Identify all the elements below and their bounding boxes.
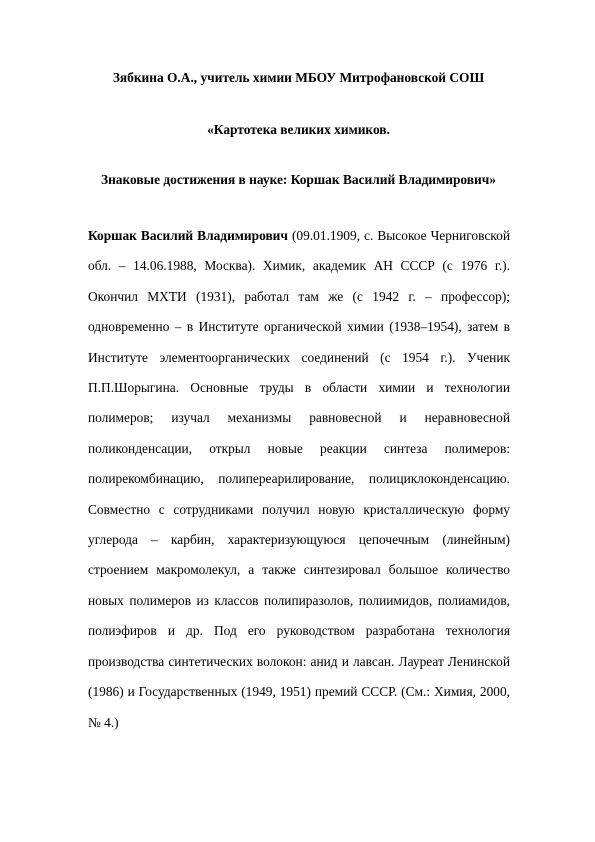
chemist-name: Коршак Василий Владимирович — [88, 228, 288, 243]
biography-text: (09.01.1909, с. Высокое Черниговской обл. – 14.06.1988, Москва). Химик, академик АН СССР (с 1976 г.). Окончил МХТИ (1931), работал там же (с 1942 г. – профессор); одновременно – в Институте органической химии (1938–1954), затем в Институте элементоорганических соединений (с 1954 г.). Ученик П.П.Шорыгина. Основные труды в области химии и технологии полимеров; изучал механизмы равновесной и неравновесной поликонденсации, открыл новые реакции синтеза полимеров: полирекомбинацию, полипереарилирование, полициклоконденсацию. Совместно с сотрудниками получил новую кристаллическую форму углерода – карбин, характеризующуюся цепочечным (линейным) строением макромолекул, а также синтезировал большое количество новых полимеров из классов полипиразолов, полиимидов, полиамидов, полиэфиров и др. Под его руководством разработана технология производства синтетических волокон: анид и лавсан. Лауреат Ленинской (1986) и Государственных (1949, 1951) премий СССР. (См.: Химия, 2000, № 4.) — [88, 228, 510, 730]
subtitle-line: Знаковые достижения в науке: Коршак Василий Владимирович» — [101, 172, 496, 187]
biography-paragraph — [88, 221, 510, 738]
title-line: «Картотека великих химиков. — [207, 122, 390, 137]
author-line: Зябкина О.А., учитель химии МБОУ Митрофановской СОШ — [112, 70, 485, 85]
